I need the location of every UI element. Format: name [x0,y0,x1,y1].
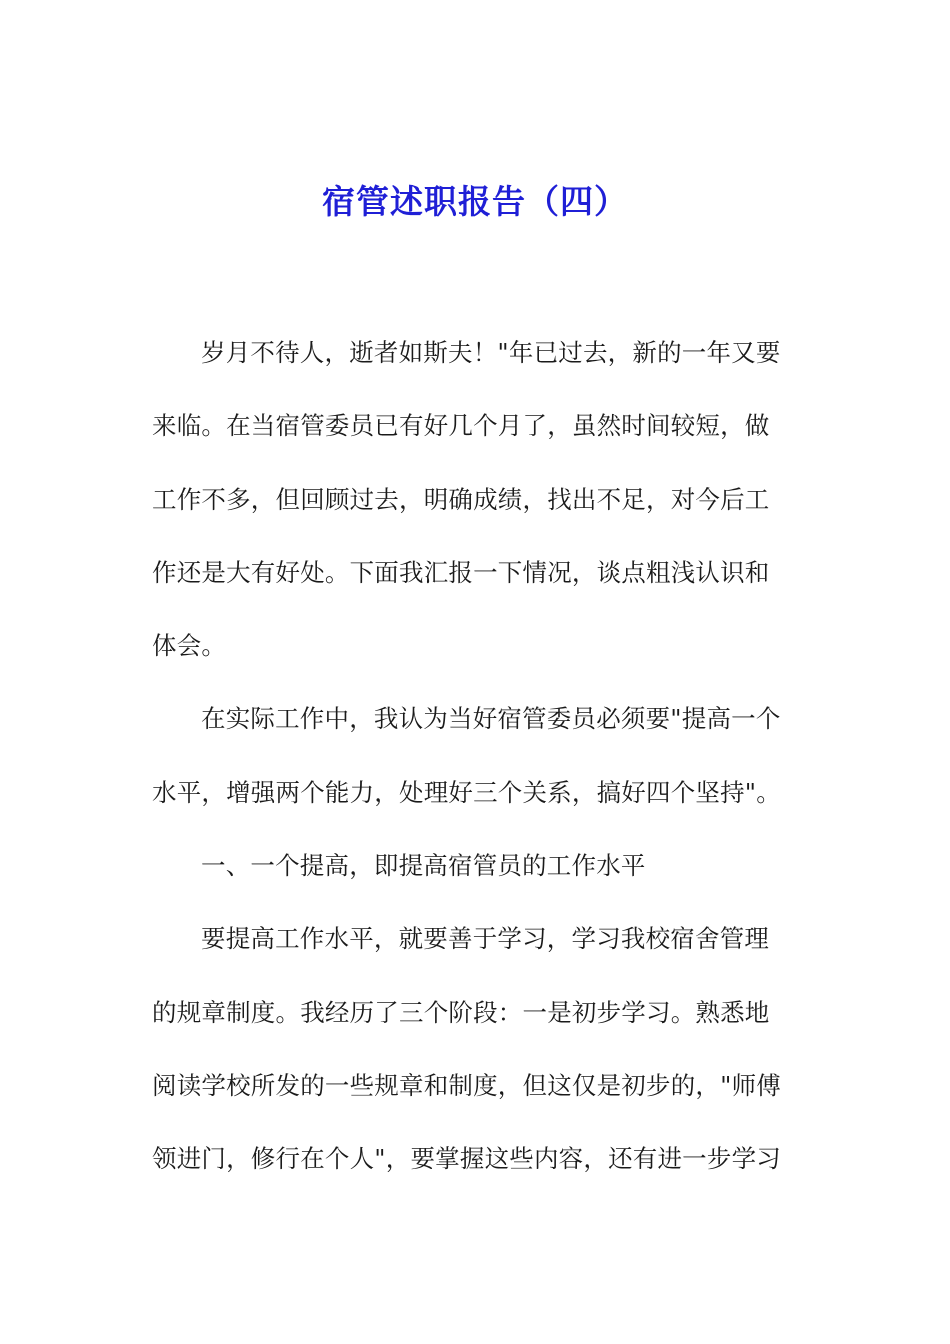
paragraph-line: 要提高工作水平，就要善于学习，学习我校宿舍管理 [201,924,770,954]
paragraph-line: 水平，增强两个能力，处理好三个关系，搞好四个坚持"。 [152,777,781,807]
paragraph-line: 领进门，修行在个人"，要掌握这些内容，还有进一步学习 [152,1144,781,1174]
section-heading: 一、一个提高，即提高宿管员的工作水平 [201,851,646,881]
paragraph-line: 的规章制度。我经历了三个阶段：一是初步学习。熟悉地 [152,997,770,1027]
paragraph-line: 工作不多，但回顾过去，明确成绩，找出不足，对今后工 [152,484,770,514]
paragraph-line: 体会。 [152,631,227,661]
paragraph-line: 在实际工作中，我认为当好宿管委员必须要"提高一个 [201,704,781,734]
paragraph-line: 阅读学校所发的一些规章和制度，但这仅是初步的，"师傅 [152,1070,781,1100]
paragraph-line: 岁月不待人，逝者如斯夫！"年已过去，新的一年又要 [201,338,781,367]
paragraph-line: 来临。在当宿管委员已有好几个月了，虽然时间较短，做 [152,411,770,441]
document-body [152,325,812,1205]
document-title: 宿管述职报告（四） [322,182,628,221]
paragraph-line: 作还是大有好处。下面我汇报一下情况，谈点粗浅认识和 [152,557,770,587]
